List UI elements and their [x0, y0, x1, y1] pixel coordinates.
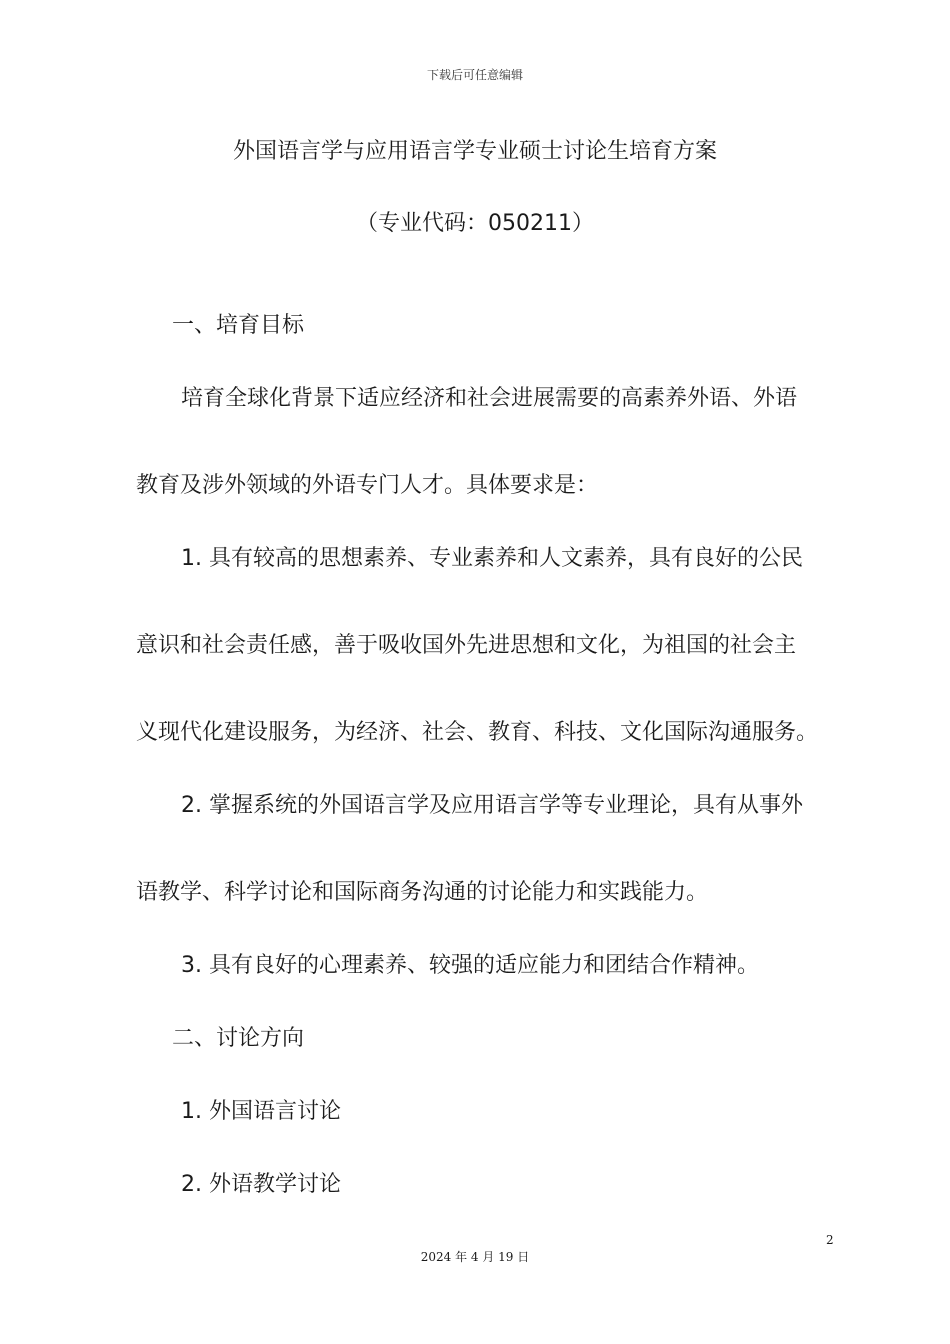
section-heading-goals: 一、培育目标 [172, 313, 305, 338]
footer-date: 2024 年 4 月 19 日 [420, 1250, 530, 1264]
direction-item-1: 1. 外国语言讨论 [181, 1099, 341, 1124]
paragraph-intro-line-2: 教育及涉外领域的外语专门人才。具体要求是： [136, 473, 599, 498]
paragraph-intro-line-1: 培育全球化背景下适应经济和社会进展需要的高素养外语、外语 [181, 386, 798, 411]
requirement-3-line-1: 3. 具有良好的心理素养、较强的适应能力和团结合作精神。 [181, 953, 759, 978]
requirement-2-line-2: 语教学、科学讨论和国际商务沟通的讨论能力和实践能力。 [136, 880, 709, 905]
page-number: 2 [826, 1233, 834, 1247]
requirement-1-line-3: 义现代化建设服务，为经济、社会、教育、科技、文化国际沟通服务。 [136, 720, 819, 745]
document-subtitle: （专业代码：050211） [356, 211, 594, 236]
section-heading-directions: 二、讨论方向 [172, 1026, 305, 1051]
header-note: 下载后可任意编辑 [426, 68, 523, 82]
requirement-1-line-2: 意识和社会责任感，善于吸收国外先进思想和文化，为祖国的社会主 [136, 633, 797, 658]
requirement-2-line-1: 2. 掌握系统的外国语言学及应用语言学等专业理论，具有从事外 [181, 793, 803, 818]
direction-item-2: 2. 外语教学讨论 [181, 1172, 341, 1197]
document-title: 外国语言学与应用语言学专业硕士讨论生培育方案 [232, 139, 717, 164]
requirement-1-line-1: 1. 具有较高的思想素养、专业素养和人文素养，具有良好的公民 [181, 546, 803, 571]
